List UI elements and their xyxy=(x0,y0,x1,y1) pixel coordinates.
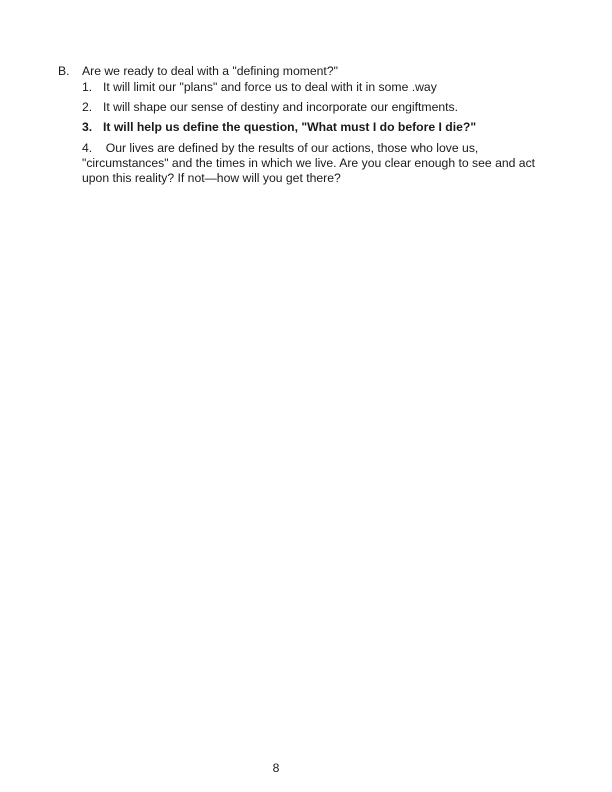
list-item-text: It will help us define the question, "What must I do before I die?" xyxy=(103,120,477,134)
list-item-number: 1. xyxy=(82,80,93,94)
list-item-4-line-1 xyxy=(82,141,562,156)
list-item-4-line-3: upon this reality? If not—how will you get there? xyxy=(82,171,341,185)
list-item-number: 2. xyxy=(82,100,93,114)
list-item-4-line-2: "circumstances" and the times in which we live. Are you clear enough to see and act xyxy=(82,156,536,170)
list-item-number: 4. xyxy=(82,141,93,155)
list-item-number: 3. xyxy=(82,120,93,134)
section-letter: B. xyxy=(58,64,70,78)
list-item-4 xyxy=(82,141,562,186)
list-item-text: Our lives are defined by the results of our actions, those who love us, xyxy=(105,141,479,155)
list-item-text: It will limit our "plans" and force us to deal with it in some .way xyxy=(103,80,437,94)
section-heading: Are we ready to deal with a "defining moment?" xyxy=(82,64,338,78)
list-item-text: It will shape our sense of destiny and incorporate our engiftments. xyxy=(103,100,458,114)
page-number: 8 xyxy=(272,761,280,775)
